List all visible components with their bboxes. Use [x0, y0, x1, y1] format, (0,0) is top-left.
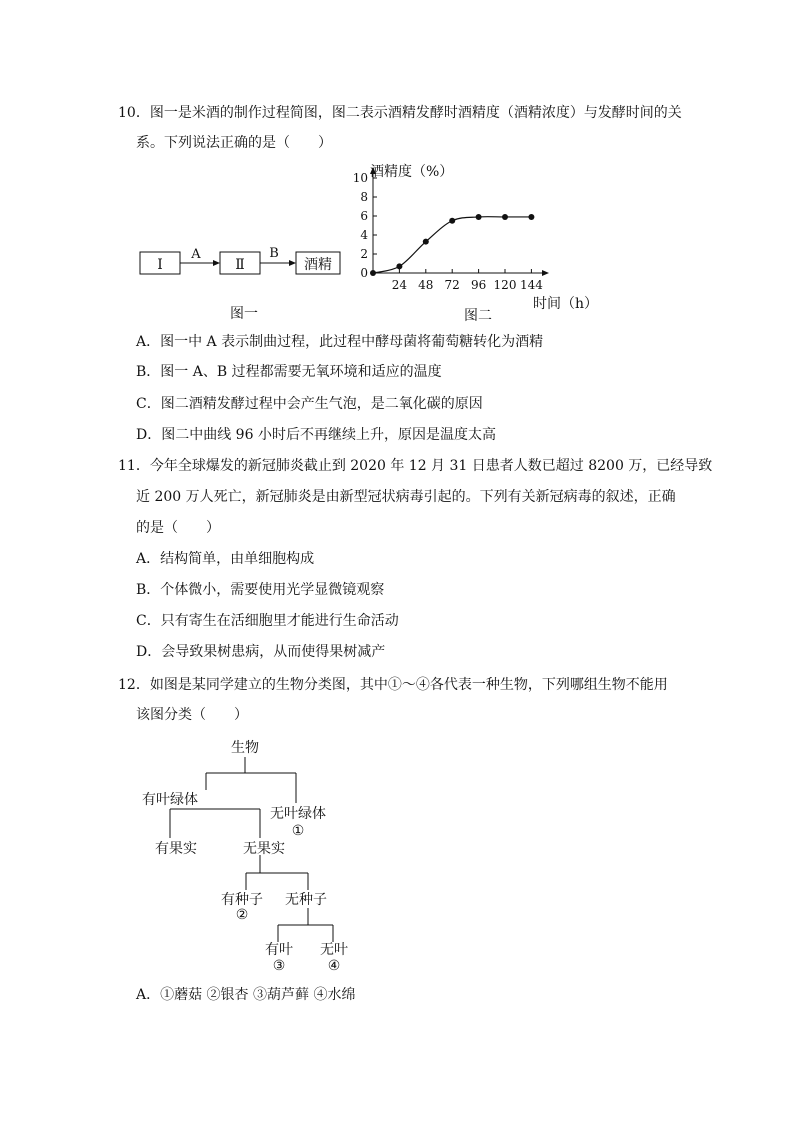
tree-marker-3: ③	[272, 958, 286, 974]
flow-box-2-label: Ⅱ	[235, 257, 245, 273]
x-axis-label: 时间（h）	[533, 296, 599, 312]
tree-no-leaf: 无叶	[320, 942, 348, 958]
data-point	[423, 239, 429, 245]
q10-option-d: D．图二中曲线 96 小时后不再继续上升，原因是温度太高	[136, 427, 496, 443]
y-tick-label: 8	[360, 190, 368, 204]
flow-arrow-a-label: A	[191, 247, 201, 262]
tree-has-seed: 有种子	[221, 892, 263, 908]
y-tick-label: 4	[360, 228, 368, 242]
x-tick-label: 96	[470, 278, 487, 292]
data-point	[476, 214, 482, 220]
data-point	[396, 263, 402, 269]
q11-option-c: C．只有寄生在活细胞里才能进行生命活动	[136, 613, 399, 629]
q12-stem-line1: 12．如图是某同学建立的生物分类图，其中①～④各代表一种生物，下列哪组生物不能用	[118, 677, 668, 693]
y-tick-label: 10	[352, 171, 368, 185]
q10-option-a: A．图一中 A 表示制曲过程，此过程中酵母菌将葡萄糖转化为酒精	[136, 334, 544, 350]
x-tick-label: 24	[391, 278, 408, 292]
flow-arrow-b-label: B	[269, 246, 279, 261]
q11-option-a: A．结构简单，由单细胞构成	[136, 551, 315, 567]
classification-tree	[120, 730, 380, 980]
chart-axes	[370, 167, 549, 276]
y-axis-label: 酒精度（%）	[370, 164, 454, 180]
q10-option-c: C．图二酒精发酵过程中会产生气泡，是二氧化碳的原因	[136, 396, 483, 412]
tree-no-seed: 无种子	[285, 892, 327, 908]
series-line	[373, 217, 531, 273]
data-point	[502, 214, 508, 220]
flow-arrow-b-head	[289, 260, 296, 266]
q11-stem-line1: 11．今年全球爆发的新冠肺炎截止到 2020 年 12 月 31 日患者人数已超过 8200 万，已经导致	[118, 458, 713, 474]
figure-2-caption: 图二	[464, 308, 492, 324]
q11-option-b: B．个体微小，需要使用光学显微镜观察	[136, 582, 385, 598]
tree-has-chlorophyll: 有叶绿体	[142, 792, 198, 808]
q10-stem-line1: 10．图一是米酒的制作过程简图，图二表示酒精发酵时酒精度（酒精浓度）与发酵时间的关	[118, 105, 682, 121]
y-tick-label: 0	[360, 266, 368, 280]
figure-1-flow	[136, 240, 346, 330]
tree-no-fruit: 无果实	[243, 841, 285, 857]
flow-box-1-label: Ⅰ	[157, 257, 163, 273]
tree-marker-2: ②	[235, 907, 249, 923]
tree-has-leaf: 有叶	[265, 942, 293, 958]
q10-stem-line2: 系。下列说法正确的是（ ）	[136, 135, 332, 151]
flow-box-3-label: 酒精	[304, 257, 332, 273]
tree-root: 生物	[231, 740, 259, 756]
series-points	[370, 214, 534, 276]
chart-ticks	[353, 171, 543, 292]
x-axis-arrow	[542, 270, 549, 276]
q12-option-a: A．①蘑菇 ②银杏 ③葫芦藓 ④水绵	[136, 987, 356, 1003]
data-point	[528, 214, 534, 220]
tree-marker-4: ④	[327, 958, 341, 974]
tree-no-chlorophyll: 无叶绿体	[270, 806, 326, 822]
q10-option-b: B．图一 A、B 过程都需要无氧环境和适应的温度	[136, 364, 442, 380]
q11-stem-line2: 近 200 万人死亡，新冠肺炎是由新型冠状病毒引起的。下列有关新冠病毒的叙述，正确	[136, 489, 676, 505]
q12-stem-line2: 该图分类（ ）	[136, 707, 248, 723]
q11-option-d: D．会导致果树患病，从而使得果树减产	[136, 644, 386, 660]
figure-2-chart	[340, 160, 620, 325]
x-tick-label: 72	[444, 278, 460, 292]
y-tick-label: 2	[360, 247, 368, 261]
x-tick-label: 48	[418, 278, 434, 292]
tree-marker-1: ①	[291, 823, 305, 839]
data-point	[370, 270, 376, 276]
y-tick-label: 6	[360, 209, 368, 223]
q11-stem-line3: 的是（ ）	[136, 520, 220, 536]
figure-1-caption: 图一	[230, 306, 258, 322]
x-tick-label: 144	[519, 278, 543, 292]
data-point	[449, 218, 455, 224]
tree-has-fruit: 有果实	[155, 841, 197, 857]
x-tick-label: 120	[493, 278, 517, 292]
flow-arrow-a-head	[213, 260, 220, 266]
